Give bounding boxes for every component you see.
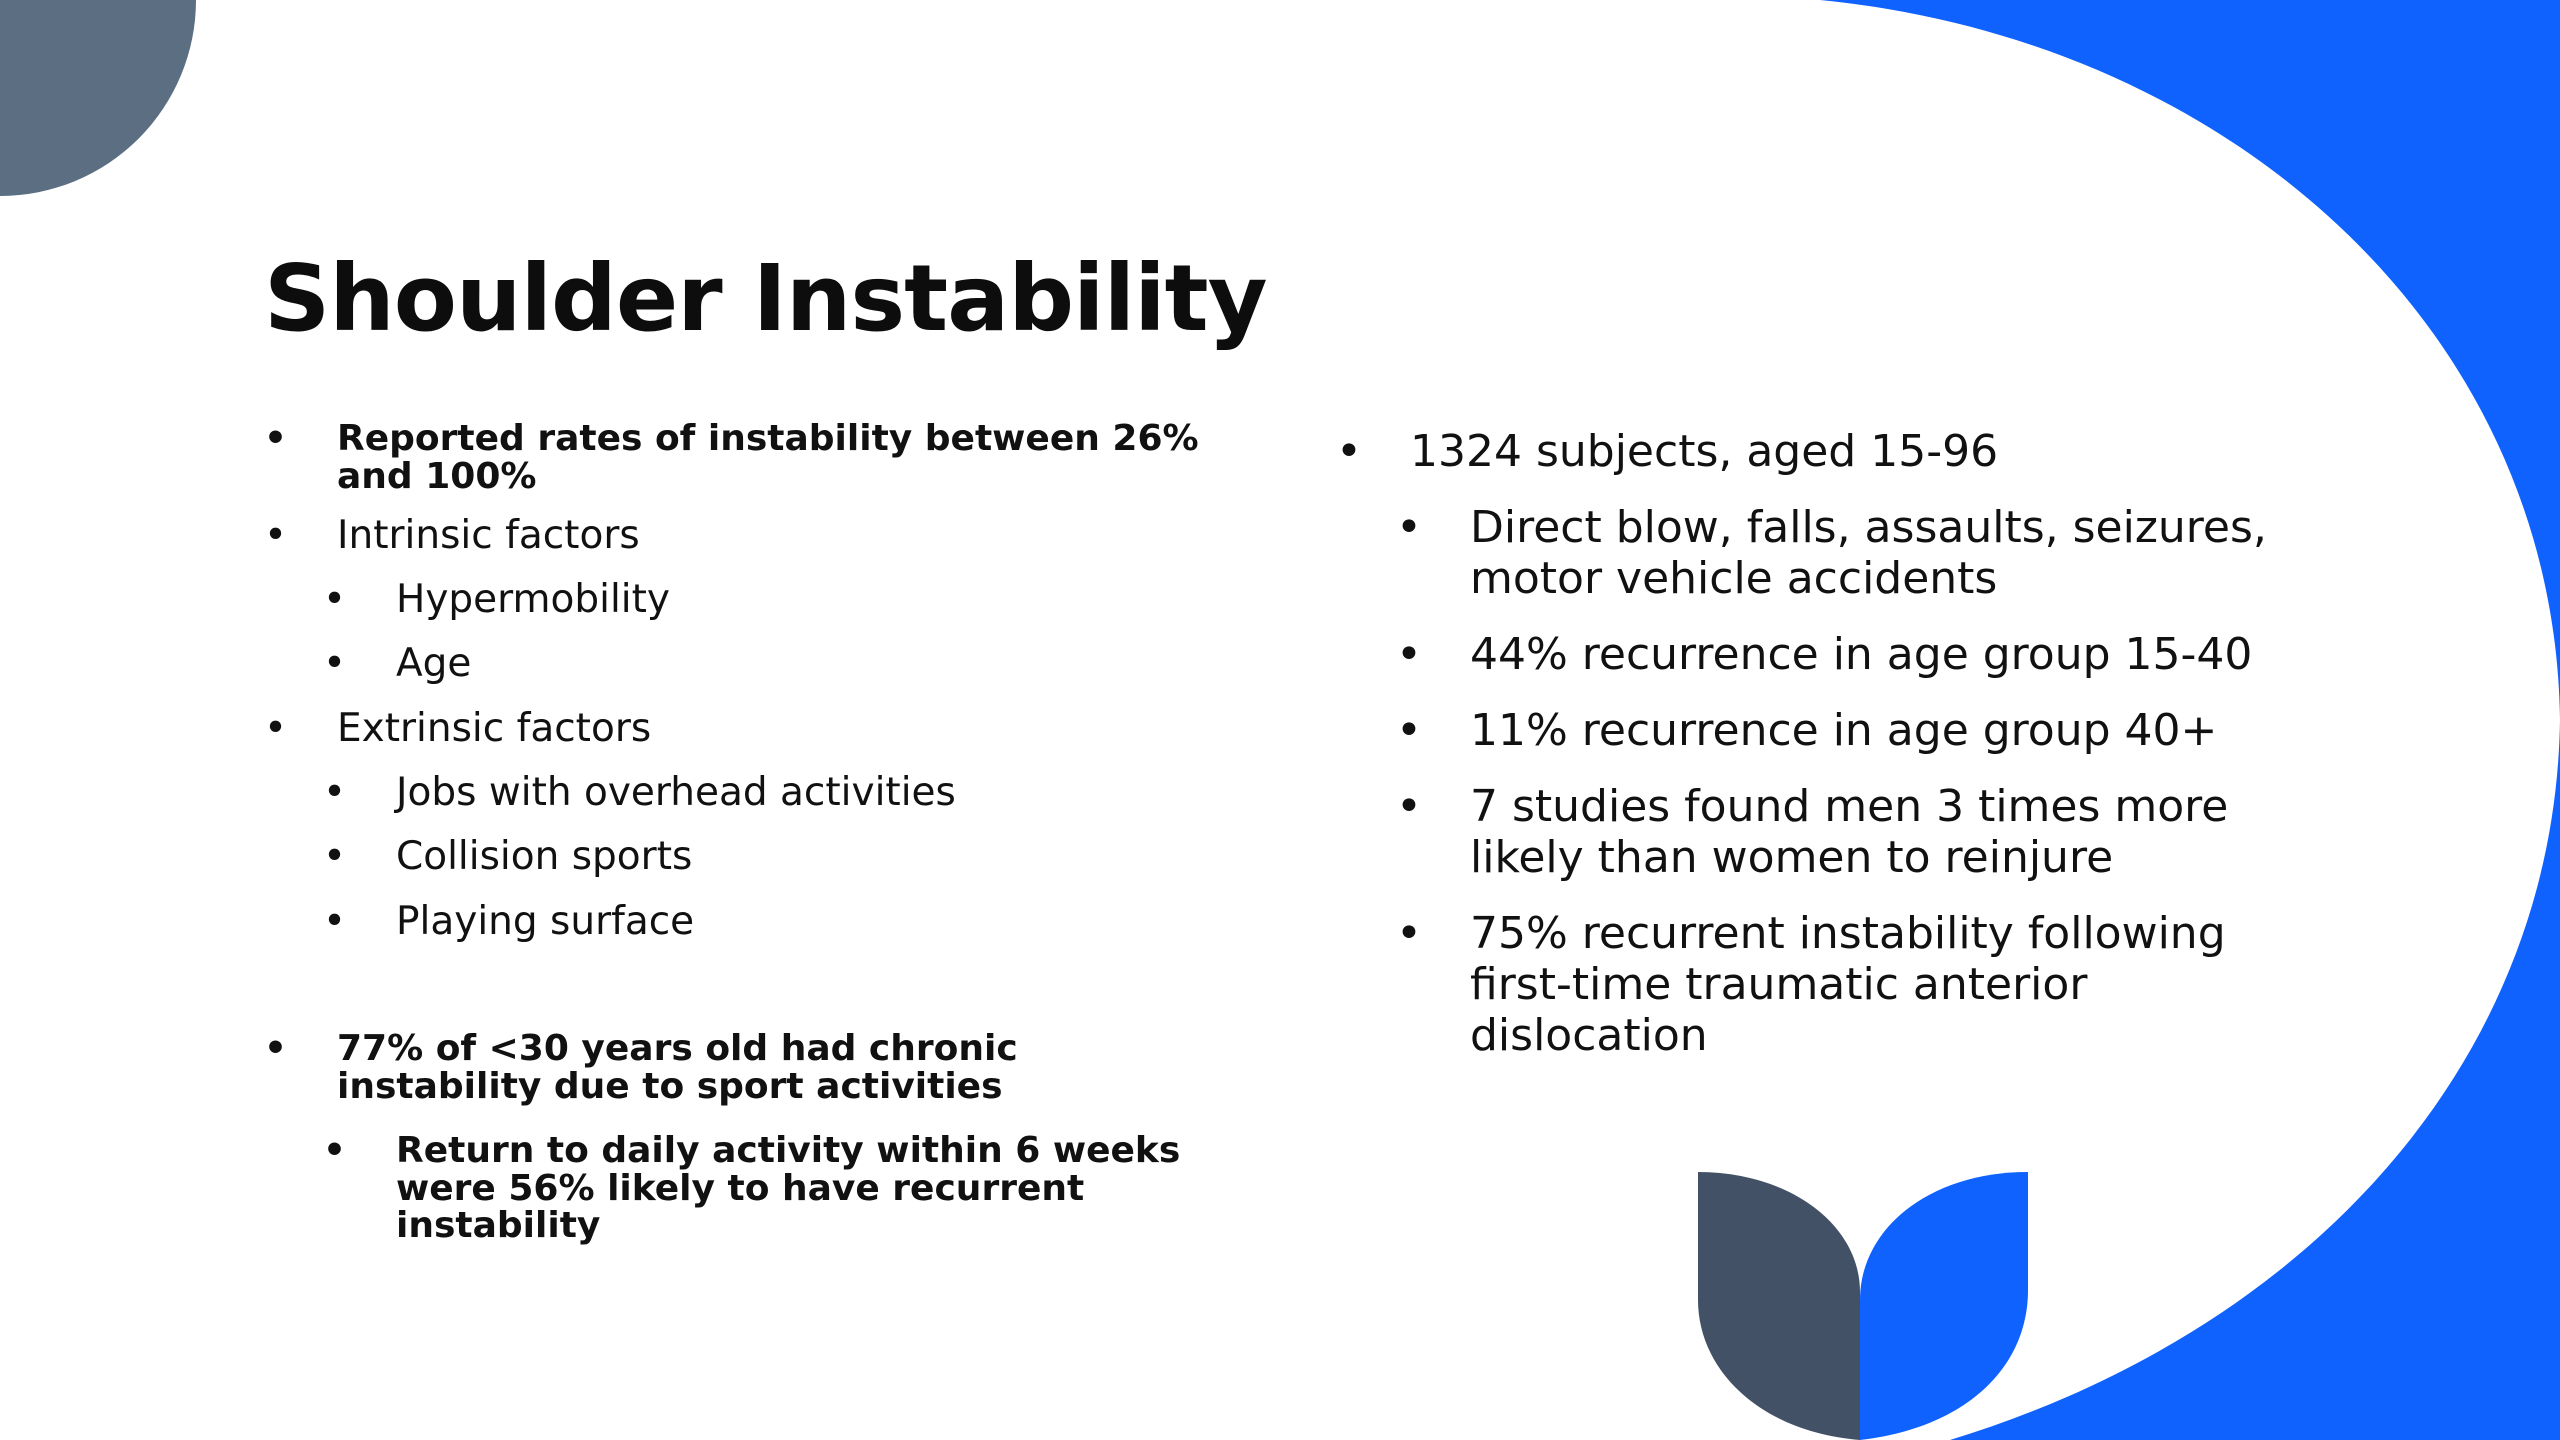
right-subbullet-men-vs-women: • 7 studies found men 3 times more likely than women to reinjure xyxy=(1336,781,2336,883)
left-subbullet-collision-sports: • Collision sports xyxy=(264,833,1224,881)
right-subbullet-recurrent-instability: • 75% recurrent instability following first-time traumatic anterior dislocation xyxy=(1336,908,2336,1061)
left-bullet-chronic-instability: • 77% of <30 years old had chronic instability due to sport activities xyxy=(264,1030,1224,1106)
right-subbullet-causes: • Direct blow, falls, assaults, seizures, motor vehicle accidents xyxy=(1336,502,2336,604)
left-bullet-list xyxy=(264,420,1224,1245)
left-bullet-extrinsic-factors: • Extrinsic factors xyxy=(264,705,1224,753)
left-subbullet-playing-surface: • Playing surface xyxy=(264,898,1224,946)
right-bullet-list xyxy=(1336,426,2336,1061)
left-subbullet-return-to-activity: • Return to daily activity within 6 weeks were 56% likely to have recurrent instability xyxy=(264,1132,1224,1245)
left-subbullet-age: • Age xyxy=(264,640,1224,688)
right-subbullet-recurrence-40-plus: • 11% recurrence in age group 40+ xyxy=(1336,705,2336,756)
slide-title: Shoulder Instability xyxy=(264,245,1267,352)
right-subbullet-recurrence-15-40: • 44% recurrence in age group 15-40 xyxy=(1336,629,2336,680)
left-bullet-reported-rates: • Reported rates of instability between 26% and 100% xyxy=(264,420,1224,496)
left-subbullet-overhead-jobs: • Jobs with overhead activities xyxy=(264,769,1224,817)
right-bullet-subjects: • 1324 subjects, aged 15-96 xyxy=(1336,426,2336,477)
left-bullet-intrinsic-factors: • Intrinsic factors xyxy=(264,512,1224,560)
left-subbullet-hypermobility: • Hypermobility xyxy=(264,576,1224,624)
